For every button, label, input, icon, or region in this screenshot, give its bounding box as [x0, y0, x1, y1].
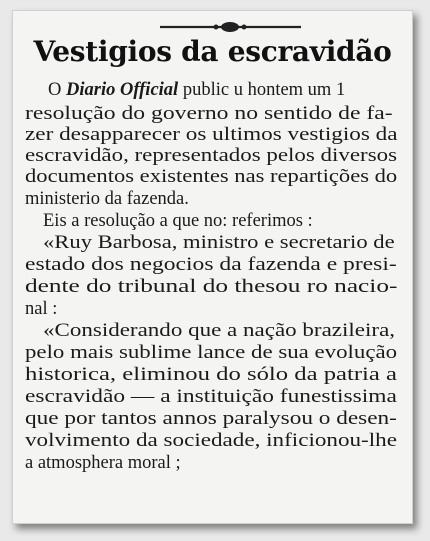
- newspaper-clipping: [12, 10, 413, 524]
- article-line: Eis a resolução a que no: referimos :: [43, 211, 313, 231]
- article-line: pelo mais sublime lance de sua evolução: [25, 343, 398, 363]
- article-line: escravidão — a instituição funestissima: [25, 387, 397, 407]
- article-line: zer desapparecer os ultimos vestigios da: [25, 125, 398, 145]
- publication-name: Diario Official: [66, 80, 179, 100]
- article-line: a atmosphera moral ;: [25, 453, 181, 473]
- article-line: que por tantos annos paralysou o desen-: [25, 409, 397, 429]
- article-line: [48, 80, 345, 100]
- article-line: historica, eliminou do sólo da patria a: [25, 365, 397, 385]
- article-line: resolução do governo no sentido de fa-: [25, 104, 393, 124]
- article-line: escravidão, representados pelos diversos: [25, 146, 398, 166]
- article-title: Vestigios da escravidão: [33, 35, 392, 68]
- article-line: «Ruy Barbosa, ministro e secretario de: [43, 233, 395, 253]
- ornamental-rule-icon: [158, 21, 303, 33]
- article-line: ministerio da fazenda.: [25, 189, 189, 209]
- article-line: documentos existentes nas repartições do: [25, 167, 398, 187]
- text-fragment: O: [48, 80, 66, 100]
- article-line: volvimento da sociedade, inficionou-lhe: [25, 431, 397, 451]
- article-line: dente do tribunal do thesou ro nacio-: [25, 277, 398, 297]
- article-line: estado dos negocios da fazenda e presi-: [25, 255, 397, 275]
- article-line: nal :: [25, 299, 58, 319]
- text-fragment: public u hontem um 1: [178, 80, 346, 100]
- article-line: «Considerando que a nação brazileira,: [43, 321, 396, 341]
